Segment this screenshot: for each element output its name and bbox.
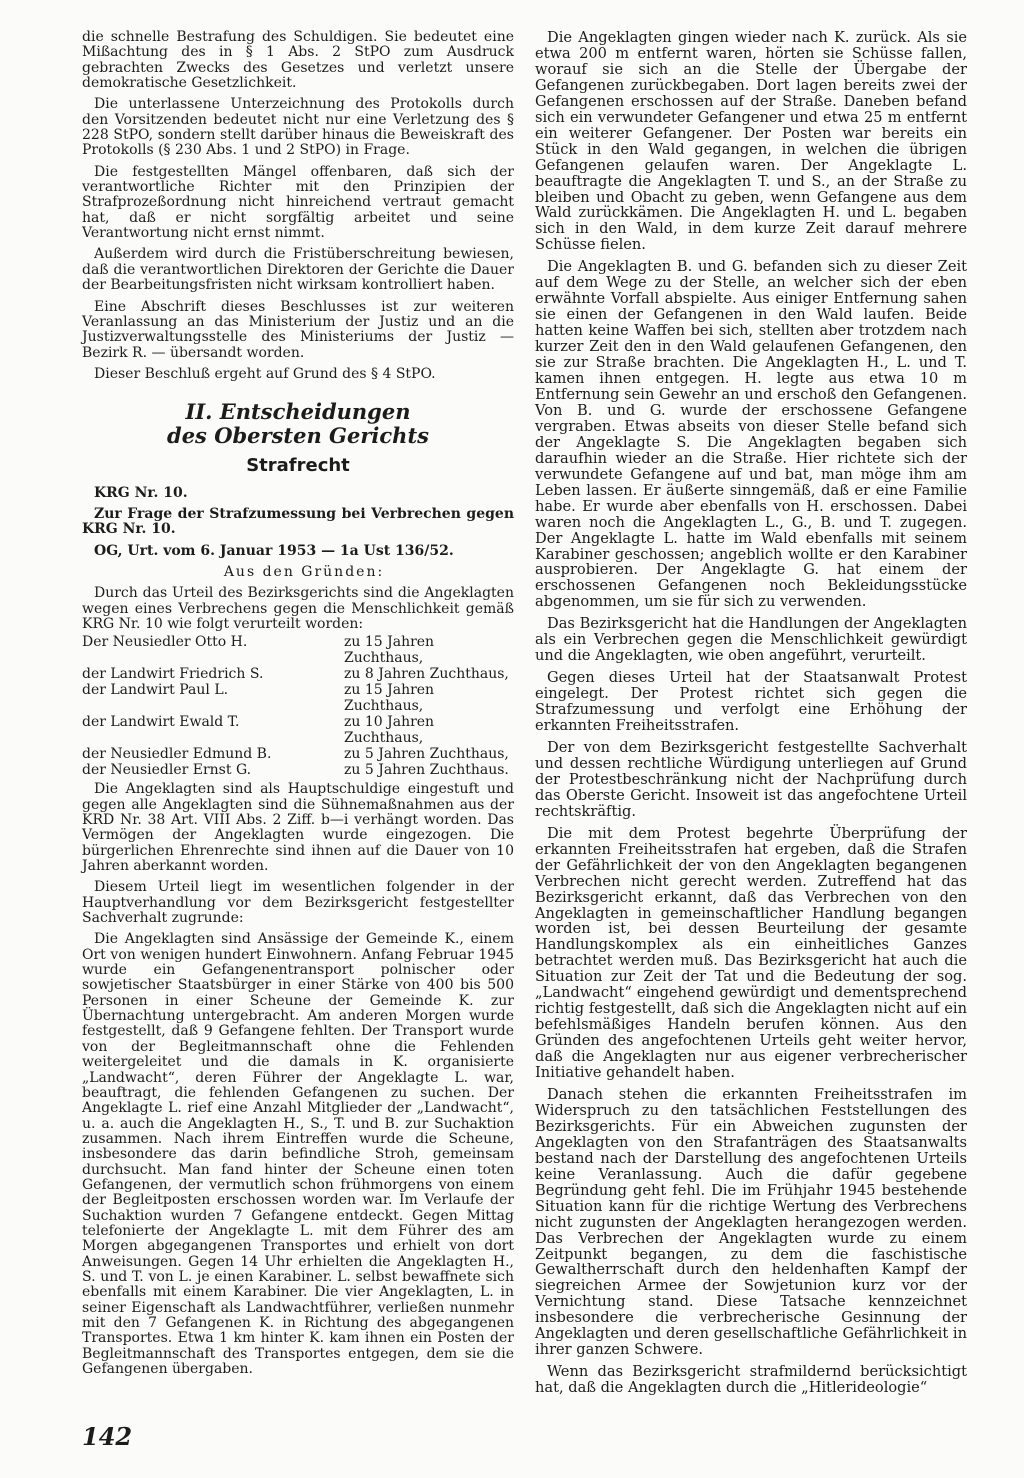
section-title-line: II. Entscheidungen [185, 399, 411, 425]
paragraph: Die Angeklagten B. und G. befanden sich zu dieser Zeit auf dem Wege zu der Stelle, an welcher sich der eben erwähnte Vorfall abspielte. Aus einiger Entfernung sahen sie einen der Gefangenen in den Wald laufen. Beide hatten keine Waffen bei sich, stellten aber trotzdem nach kurzer Zeit den in den Wald gelaufenen Gefangenen, den sie zur Straße brachten. Die Angeklagten H., L. und T. kamen ihnen entgegen. H. legte aus etwa 10 m Entfernung sein Gewehr an und erschoß den Gefangenen. Von B. und G. wurde der erschossene Gefangene vergraben. Etwas abseits von dieser Stelle befand sich der Angeklagte S. Die Angeklagten begaben sich daraufhin wieder an die Straße. Hier richtete sich der verwundete Gefangene auf und bat, man möge ihm am Leben lassen. Er äußerte sinngemäß, daß er eine Familie habe. Er wurde aber ebenfalls von H. erschossen. Dabei waren noch die Angeklagten L., G., B. und T. zugegen. Der Angeklagte L. hatte im Wald ebenfalls mit seinem Karabiner geschossen; angeblich wollte er den Karabiner ausprobieren. Der Angeklagte G. hat einem der erschossenen Gefangenen noch Bekleidungsstücke abgenommen, um sie für sich zu verwenden. [535, 258, 967, 611]
sentence-term: zu 5 Jahren Zuchthaus. [344, 762, 509, 779]
case-question: Zur Frage der Strafzumessung bei Verbrechen gegen KRG Nr. 10. [82, 505, 514, 538]
section-title-line: des Obersten Gerichts [167, 423, 429, 449]
defendant: Der Neusiedler Otto H. [82, 634, 248, 651]
paragraph: Danach stehen die erkannten Freiheitsstrafen im Widerspruch zu den tatsächlichen Feststellungen des Bezirksgerichts. Für ein Abweichen zugunsten der Angeklagten von den Strafanträgen des Staatsanwalts bestand nach der Darstellung des angefochtenen Urteils keine Veranlassung. Auch die dafür gegebene Begründung geht fehl. Die im Frühjahr 1945 bestehende Situation kann für die richtige Wertung des Verbrechens nicht zugunsten der Angeklagten herangezogen werden. Das Verbrechen der Angeklagten wurde zu einem Zeitpunkt begangen, zu dem die faschistische Gewaltherrschaft durch den heldenhaften Kampf der siegreichen Armee der Sowjetunion kurz vor der Vernichtung stand. Diese Tatsache kennzeichnet insbesondere die verbrecherische Gesinnung der Angeklagten und deren gesellschaftliche Gefährlichkeit in ihrer ganzen Schwere. [535, 1086, 967, 1359]
paragraph: Gegen dieses Urteil hat der Staatsanwalt Protest eingelegt. Der Protest richtet sich gegen die Strafzumessung und verfolgt eine Erhöhung der erkannten Freiheitsstrafen. [535, 669, 967, 735]
paragraph: Das Bezirksgericht hat die Handlungen der Angeklagten als ein Verbrechen gegen die Menschlichkeit gewürdigt und die Angeklagten, wie oben angeführt, verurteilt. [535, 615, 967, 665]
sentence-term: zu 15 Jahren Zuchthaus, [344, 682, 435, 715]
defendant: der Landwirt Ewald T. [82, 714, 240, 731]
paragraph: Der von dem Bezirksgericht festgestellte Sachverhalt und dessen rechtliche Würdigung unterliegen auf Grund der Protestbeschränkung nicht der Nachprüfung durch das Oberste Gericht. Insoweit ist das angefochtene Urteil rechtskräftig. [535, 738, 967, 820]
sentence-row [82, 634, 514, 666]
defendant: der Landwirt Paul L. [82, 682, 229, 699]
paragraph: Wenn das Bezirksgericht strafmildernd berücksichtigt hat, daß die Angeklagten durch die „Hitlerideologie“ [535, 1363, 967, 1397]
paragraph: Diesem Urteil liegt im wesentlichen folgender in der Hauptverhandlung vor dem Bezirksgericht festgestellter Sachverhalt zugrunde: [82, 879, 514, 927]
defendant: der Landwirt Friedrich S. [82, 666, 264, 683]
paragraph: Die unterlassene Unterzeichnung des Protokolls durch den Vorsitzenden bedeutet nicht nur eine Verletzung des § 228 StPO, sondern stellt darüber hinaus die Beweiskraft des Protokolls (§ 230 Abs. 1 und 2 StPO) in Frage. [82, 96, 514, 159]
subheading: Strafrecht [246, 455, 350, 477]
sentence-row [82, 682, 514, 714]
page-number: 142 [82, 1422, 133, 1451]
paragraph: Die Angeklagten sind als Hauptschuldige eingestuft und gegen alle Angeklagten sind die Sühnemaßnahmen aus der KRD Nr. 38 Art. VIII Abs. 2 Ziff. b—i verhängt worden. Das Vermögen der Angeklagten wurde eingezogen. Die bürgerlichen Ehrenrechte sind ihnen auf die Dauer von 10 Jahren aberkannt worden. [82, 781, 514, 875]
right-column [535, 30, 967, 1396]
sentence-row [82, 666, 514, 682]
sentence-table [82, 634, 514, 778]
case-date: OG, Urt. vom 6. Januar 1953 — 1a Ust 136/52. [94, 542, 454, 559]
reasons-heading: Aus den Gründen: [223, 563, 385, 580]
left-column [82, 30, 514, 1377]
sentence-row [82, 762, 514, 778]
paragraph: Die Angeklagten gingen wieder nach K. zurück. Als sie etwa 200 m entfernt waren, hörten sie Schüsse fallen, worauf sie sich an die Stelle der Übergabe der Gefangenen zurückbegaben. Dort lagen bereits zwei der Gefangenen erschossen auf der Straße. Daneben befand sich ein verwundeter Gefangener und etwa 25 m entfernt ein weiterer Gefangener. Der Posten war bereits ein Stück in den Wald gegangen, in welchen die übrigen Gefangenen gelaufen waren. Der Angeklagte L. beauftragte die Angeklagten T. und S., an der Straße zu bleiben und Obacht zu geben, wenn Gefangene aus dem Wald zurückkämen. Die Angeklagten H. und L. begaben sich in den Wald, in dem kurze Zeit darauf mehrere Schüsse fielen. [535, 29, 967, 254]
paragraph: Dieser Beschluß ergeht auf Grund des § 4 StPO. [94, 365, 436, 382]
sentence-term: zu 15 Jahren Zuchthaus, [344, 634, 435, 667]
defendant: der Neusiedler Edmund B. [82, 746, 272, 763]
paragraph: Die Angeklagten sind Ansässige der Gemeinde K., einem Ort von wenigen hundert Einwohnern. Anfang Februar 1945 wurde ein Gefangenentransport polnischer oder sowjetischer Staatsbürger in einer Stärke von 400 bis 500 Personen in einer Scheune der Gemeinde K. zur Übernachtung untergebracht. Am anderen Morgen wurde festgestellt, daß 9 Gefangene fehlten. Der Transport wurde von der Begleitmannschaft ohne die Fehlenden weitergeleitet und die damals in K. organisierte „Landwacht“, deren Führer der Angeklagte L. war, beauftragt, die fehlenden Gefangenen zu suchen. Der Angeklagte L. rief eine Anzahl Mitglieder der „Landwacht“, u. a. auch die Angeklagten H., S., T. und B. zur Suchaktion zusammen. Nach ihrem Eintreffen wurde die Scheune, insbesondere das darin befindliche Stroh, gemeinsam durchsucht. Man fand hinter der Scheune einen toten Gefangenen, der vermutlich schon frühmorgens von einem der Begleitposten erschossen worden war. Im Verlaufe der Suchaktion wurden 7 Gefangene entdeckt. Gegen Mittag telefonierte der Angeklagte L. mit dem Führer des am Morgen abgegangenen Transportes und erhielt von dort Anweisungen. Gegen 14 Uhr erhielten die Angeklagten H., S. und T. von L. je einen Karabiner. L. selbst bewaffnete sich ebenfalls mit einem Karabiner. Die vier Angeklagten, L. in seiner Eigenschaft als Landwachtführer, verließen nunmehr mit den 7 Gefangenen K. in Richtung des abgegangenen Transportes. Etwa 1 km hinter K. kam ihnen ein Posten der Begleitmannschaft des Transportes entgegen, dem sie die Gefangenen übergaben. [82, 931, 514, 1378]
paragraph: Die festgestellten Mängel offenbaren, daß sich der verantwortliche Richter mit den Prinzipien der Strafprozeßordnung nicht hinreichend vertraut gemacht hat, daß er nicht sorgfältig arbeitet und seine Verantwortung nicht ernst nimmt. [82, 163, 514, 242]
case-reference: KRG Nr. 10. [94, 484, 188, 501]
sentence-term: zu 10 Jahren Zuchthaus, [344, 714, 435, 747]
sentence-row [82, 714, 514, 746]
defendant: der Neusiedler Ernst G. [82, 762, 252, 779]
sentence-term: zu 5 Jahren Zuchthaus, [344, 746, 509, 763]
paragraph: Eine Abschrift dieses Beschlusses ist zur weiteren Veranlassung an das Ministerium der Justiz und an die Justizverwaltungsstelle des Ministeriums der Justiz — Bezirk R. — übersandt worden. [82, 298, 514, 361]
sentence-term: zu 8 Jahren Zuchthaus, [344, 666, 509, 683]
sentence-row [82, 746, 514, 762]
paragraph: die schnelle Bestrafung des Schuldigen. Sie bedeutet eine Mißachtung des in § 1 Abs. 2 StPO zum Ausdruck gebrachten Zwecks des Gesetzes und verletzt unsere demokratische Gesetzlichkeit. [82, 29, 514, 92]
paragraph: Die mit dem Protest begehrte Überprüfung der erkannten Freiheitsstrafen hat ergeben, daß die Strafen der Gefährlichkeit der von den Angeklagten begangenen Verbrechen nicht gerecht werden. Zutreffend hat das Bezirksgericht erkannt, daß das Verbrechen von den Angeklagten in gemeinschaftlicher Handlung begangen worden ist, bei dessen Beurteilung der gesamte Handlungskomplex als ein einheitliches Ganzes betrachtet werden muß. Das Bezirksgericht hat auch die Situation zur Zeit der Tat und die Bedeutung der sog. „Landwacht“ eingehend gewürdigt und dementsprechend richtig festgestellt, daß sich die Angeklagten nicht auf ein befehlsmäßiges Handeln berufen können. Aus den Gründen des angefochtenen Urteils geht weiter hervor, daß die Angeklagten nur aus eigener verbrecherischer Initiative gehandelt haben. [535, 824, 967, 1082]
paragraph: Außerdem wird durch die Fristüberschreitung bewiesen, daß die verantwortlichen Direktoren der Gerichte die Dauer der Bearbeitungsfristen nicht wirksam kontrolliert haben. [82, 246, 514, 294]
paragraph: Durch das Urteil des Bezirksgerichts sind die Angeklagten wegen eines Verbrechens gegen die Menschlichkeit gemäß KRG Nr. 10 wie folgt verurteilt worden: [82, 585, 514, 632]
section-title [82, 400, 514, 448]
